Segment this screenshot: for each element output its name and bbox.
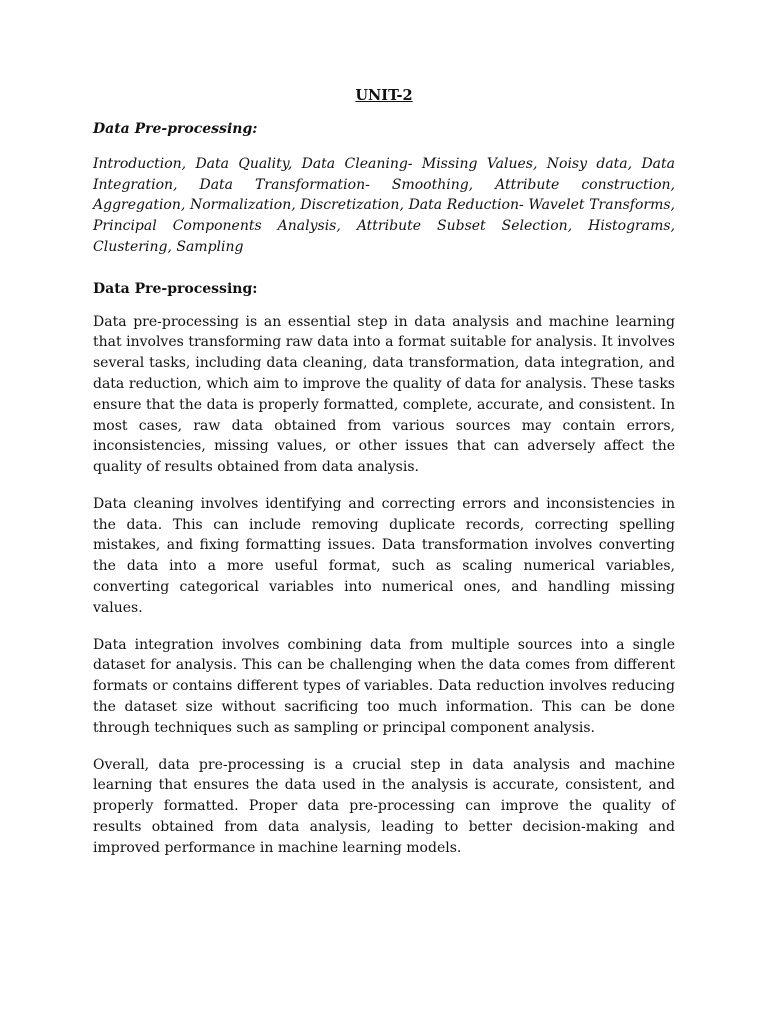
paragraph-intro: Data pre-processing is an essential step in data analysis and machine learning that involves transforming raw data into a format suitable for analysis. It involves several tasks, including data cleaning, data transformation, data integration, and data reduction, which aim to improve the quality of data for analysis. These tasks ensure that the data is properly formatted, complete, accurate, and consistent. In most cases, raw data obtained from various sources may contain errors, inconsistencies, missing values, or other issues that can adversely affect the quality of results obtained from data analysis. xyxy=(93,313,675,476)
topics-list: Introduction, Data Quality, Data Cleaning- Missing Values, Noisy data, Data Integration, Data Transformation- Smoothing, Attribute construction, Aggregation, Normalization, Discretization, Data Reduction- Wavelet Transforms, Principal Components Analysis, Attribute Subset Selection, Histograms, Clustering, Sampling xyxy=(93,156,675,255)
paragraph-data-integration: Data integration involves combining data from multiple sources into a single dataset for analysis. This can be challenging when the data comes from different formats or contains different types of variables. Data reduction involves reducing the dataset size without sacrificing too much information. This can be done through techniques such as sampling or principal component analysis. xyxy=(93,636,675,736)
document-page xyxy=(93,86,675,875)
unit-title: UNIT-2 xyxy=(355,87,413,104)
section-heading: Data Pre-processing: xyxy=(93,280,258,297)
paragraph-data-cleaning: Data cleaning involves identifying and correcting errors and inconsistencies in the data. This can include removing duplicate records, correcting spelling mistakes, and fixing formatting issues. Data transformation involves converting the data into a more useful format, such as scaling numerical variables, converting categorical variables into numerical ones, and handling missing values. xyxy=(93,495,675,616)
paragraph-overall: Overall, data pre-processing is a crucial step in data analysis and machine learning that ensures the data used in the analysis is accurate, consistent, and properly formatted. Proper data pre-processing can improve the quality of results obtained from data analysis, leading to better decision-making and improved performance in machine learning models. xyxy=(93,756,675,856)
italic-section-heading: Data Pre-processing: xyxy=(93,121,258,137)
